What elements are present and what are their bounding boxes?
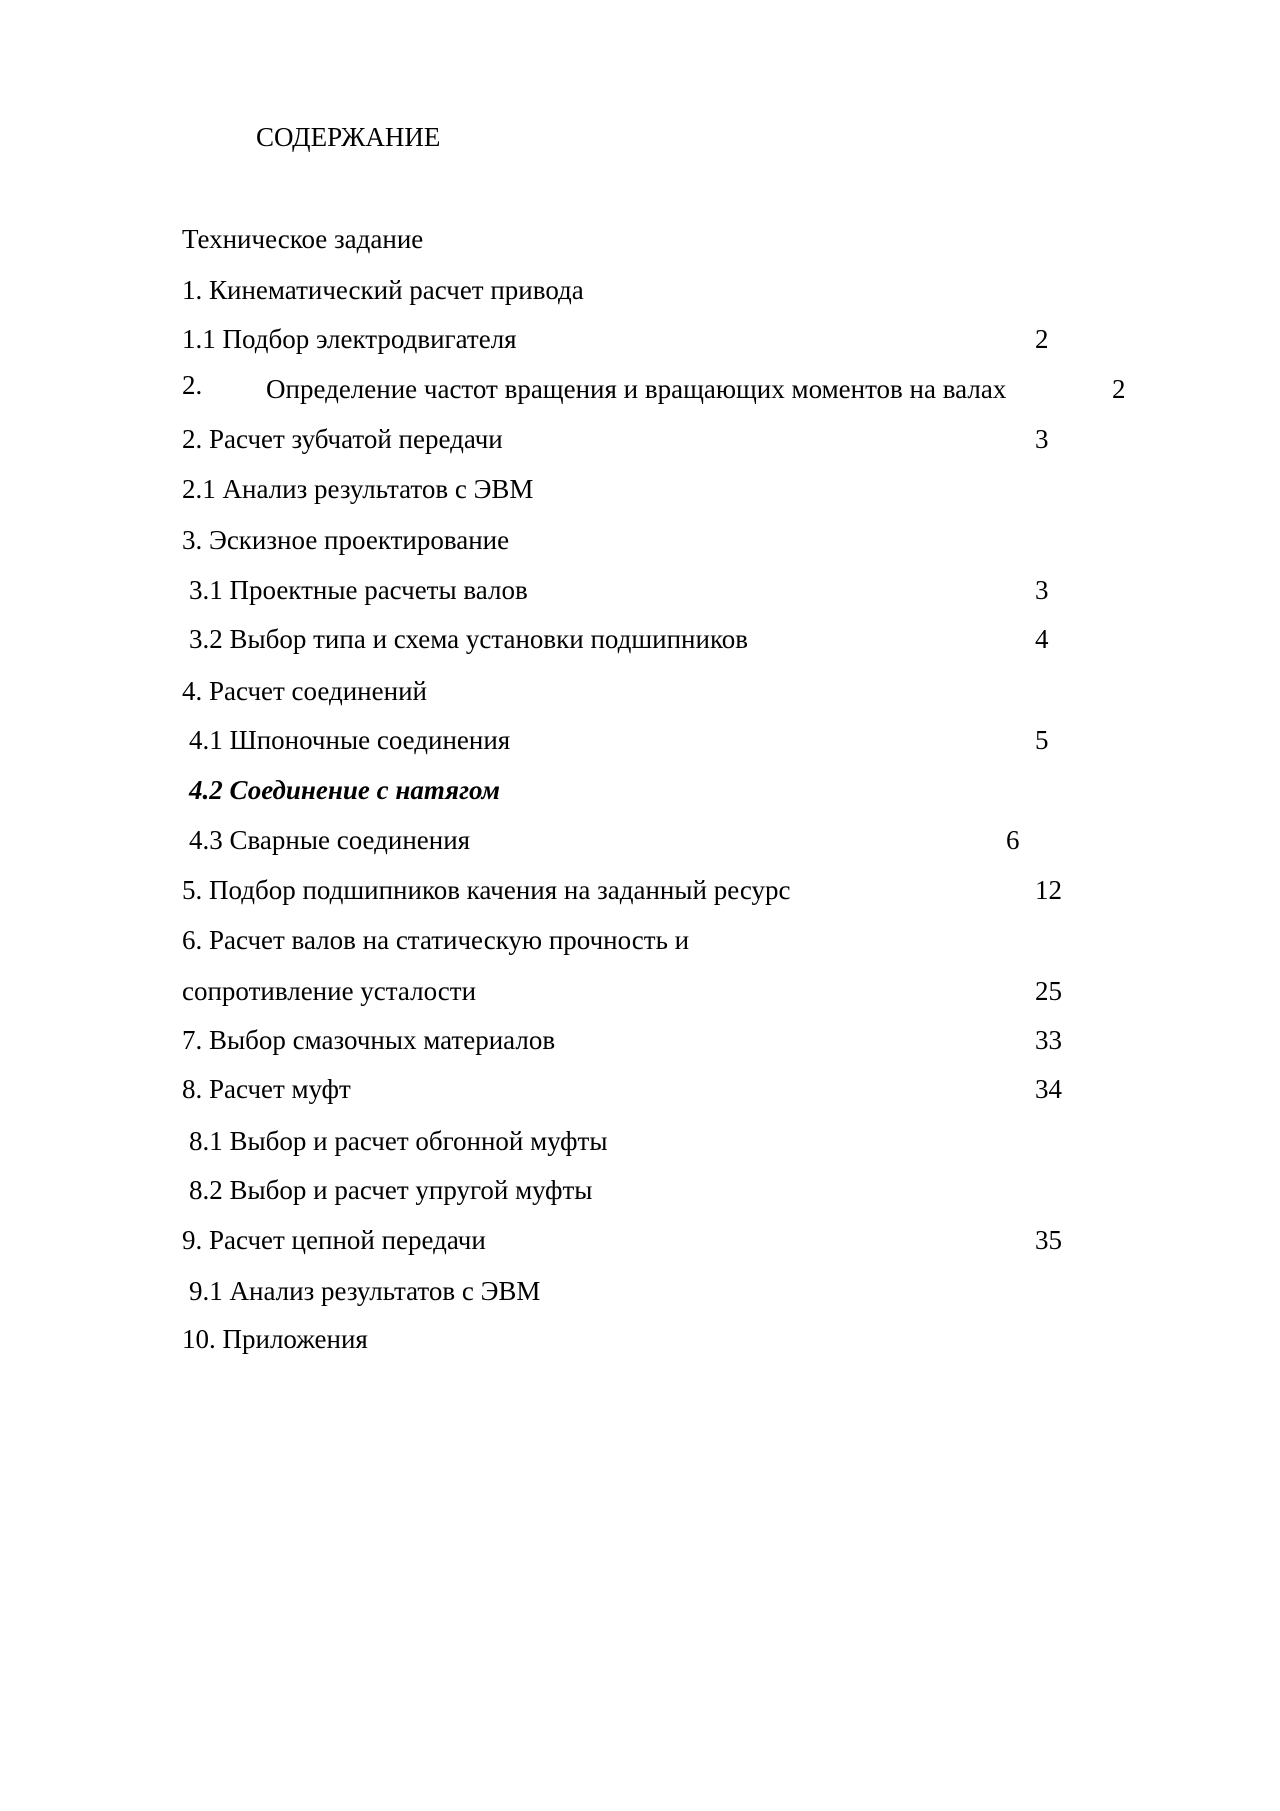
toc-entry-label: 4. Расчет соединений: [182, 676, 427, 706]
toc-entry-label: 7. Выбор смазочных материалов: [182, 1025, 556, 1055]
toc-entry-label: 6. Расчет валов на статическую прочность и: [182, 925, 690, 955]
toc-entry: [0, 723, 1280, 757]
toc-entry: [0, 622, 1280, 656]
toc-entry: [0, 1124, 1280, 1158]
toc-entry-label: Техническое задание: [182, 224, 424, 254]
toc-entry-page: 3: [1035, 424, 1049, 454]
toc-entry: [0, 1023, 1280, 1057]
toc-entry: [0, 422, 1280, 456]
toc-entry: [0, 773, 1280, 807]
toc-entry-label: 2.1 Анализ результатов с ЭВМ: [182, 474, 534, 504]
toc-entry-label: 1.1 Подбор электродвигателя: [182, 324, 517, 354]
toc-entry-page: 3: [1035, 575, 1049, 605]
toc-entry-label: 8.2 Выбор и расчет упругой муфты: [189, 1175, 593, 1205]
toc-entry-page: 35: [1035, 1225, 1062, 1255]
toc-entry: [0, 273, 1280, 307]
toc-entry: [0, 1223, 1280, 1257]
toc-entry-label: 5. Подбор подшипников качения на заданный ресурс: [182, 875, 791, 905]
toc-entry: [0, 1274, 1280, 1308]
toc-heading: СОДЕРЖАНИЕ: [256, 122, 441, 152]
toc-entry: [0, 873, 1280, 907]
toc-entry-page: 5: [1035, 725, 1049, 755]
toc-entry-page: 2: [1112, 374, 1126, 404]
toc-entry-label: 3. Эскизное проектирование: [182, 525, 510, 555]
toc-entry-label: 9.1 Анализ результатов с ЭВМ: [189, 1276, 541, 1306]
toc-entry-label: 1. Кинематический расчет привода: [182, 275, 584, 305]
toc-entry-label: 2. Расчет зубчатой передачи: [182, 424, 503, 454]
toc-entry-page: 12: [1035, 875, 1062, 905]
toc-entry: [0, 322, 1280, 356]
toc-entry-label: сопротивление усталости: [182, 976, 477, 1006]
toc-entry-page: 34: [1035, 1074, 1062, 1104]
toc-entry: [0, 372, 1280, 406]
toc-entry-number: 2.: [182, 370, 203, 400]
toc-entry-label: 10. Приложения: [182, 1324, 368, 1354]
toc-entry-label: 3.2 Выбор типа и схема установки подшипников: [189, 624, 748, 654]
toc-entry: [0, 472, 1280, 506]
toc-entry-label: 9. Расчет цепной передачи: [182, 1225, 486, 1255]
toc-entry: [0, 1072, 1280, 1106]
toc-entry-page: 25: [1035, 976, 1062, 1006]
toc-entry: [0, 674, 1280, 708]
toc-entry-label: 4.2 Соединение с натягом: [189, 775, 501, 805]
toc-entry: [0, 923, 1280, 957]
toc-entry-label: 4.1 Шпоночные соединения: [189, 725, 511, 755]
toc-entry-page: 6: [1006, 825, 1020, 855]
toc-entry: [0, 573, 1280, 607]
toc-entry-label: 8. Расчет муфт: [182, 1074, 351, 1104]
toc-entry: [0, 823, 1280, 857]
toc-entry: [0, 523, 1280, 557]
toc-entry: [0, 222, 1280, 256]
toc-entry: [0, 1173, 1280, 1207]
toc-entry: [0, 974, 1280, 1008]
toc-entry-page: 2: [1035, 324, 1049, 354]
toc-entry-page: 33: [1035, 1025, 1062, 1055]
toc-entry-label: 3.1 Проектные расчеты валов: [189, 575, 528, 605]
toc-entry-page: 4: [1035, 624, 1049, 654]
toc-entry-label: 8.1 Выбор и расчет обгонной муфты: [189, 1126, 608, 1156]
toc-entry-label: Определение частот вращения и вращающих моментов на валах: [266, 374, 1007, 404]
toc-entry-label: 4.3 Сварные соединения: [189, 825, 471, 855]
toc-entry: [0, 1322, 1280, 1356]
